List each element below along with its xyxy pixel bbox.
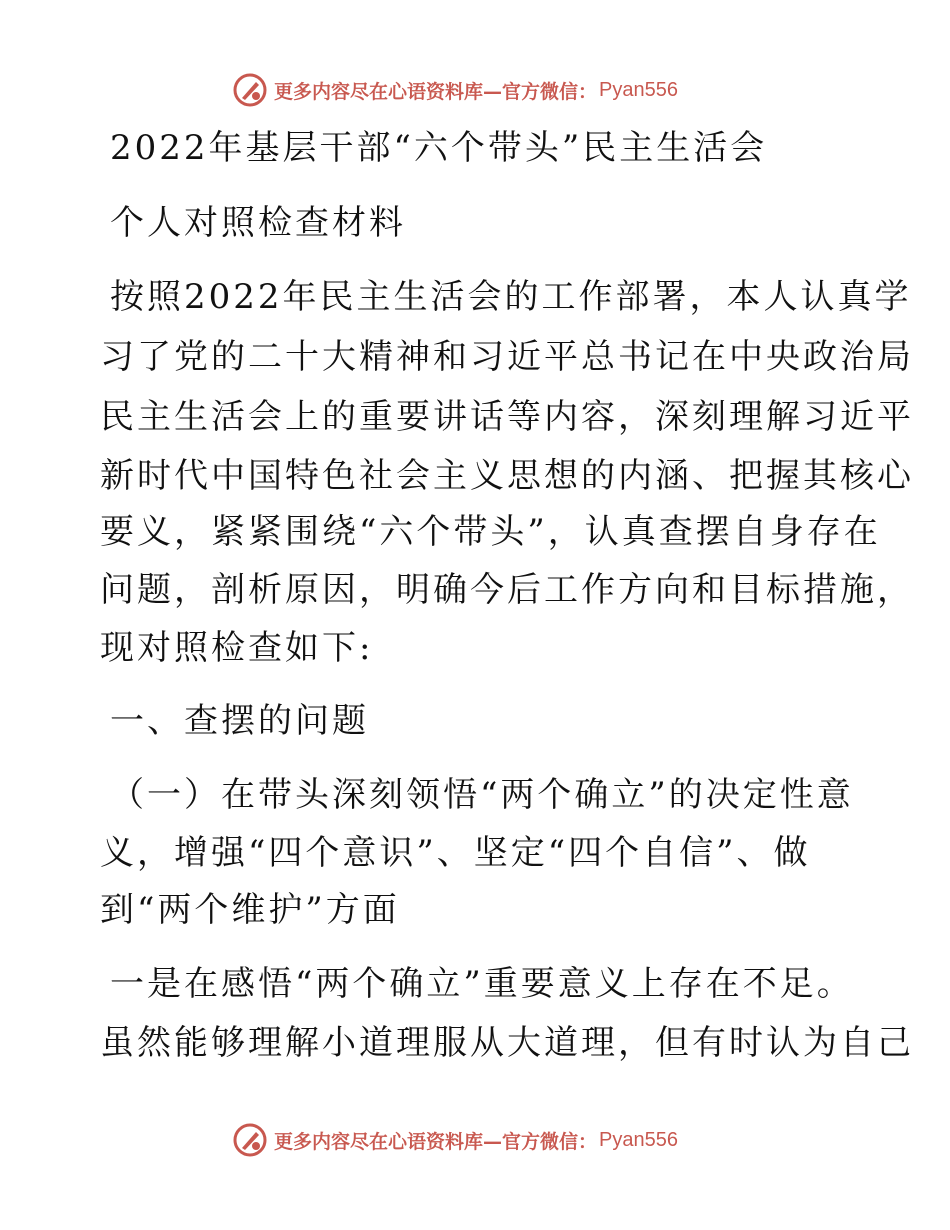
intro-line: 新时代中国特色社会主义思想的内涵、把握其核心: [100, 456, 914, 496]
subsection-line: 义，增强“四个意识”、坚定“四个自信”、做: [100, 833, 811, 873]
doc-title-line1: 2022年基层干部“六个带头”民主生活会: [110, 128, 768, 168]
banner-wechat-id: Pyan556: [599, 78, 678, 101]
brand-logo-icon: [232, 72, 268, 108]
brand-logo-icon: [232, 1122, 268, 1158]
banner-text: 更多内容尽在心语资料库—官方微信：: [274, 80, 598, 103]
banner-text: 更多内容尽在心语资料库—官方微信：: [274, 1130, 598, 1153]
point-line: 虽然能够理解小道理服从大道理，但有时认为自己: [100, 1023, 914, 1063]
intro-line: 问题，剖析原因，明确今后工作方向和目标措施，: [100, 570, 914, 610]
intro-line: 按照2022年民主生活会的工作部署，本人认真学: [110, 277, 912, 317]
intro-line: 要义，紧紧围绕“六个带头”，认真查摆自身存在: [100, 512, 881, 552]
intro-line: 民主生活会上的重要讲话等内容，深刻理解习近平: [100, 397, 914, 437]
doc-title-line2: 个人对照检查材料: [110, 203, 406, 243]
intro-line: 现对照检查如下:: [100, 628, 374, 668]
section-heading: 一、查摆的问题: [110, 701, 369, 741]
banner-wechat-id: Pyan556: [599, 1128, 678, 1151]
subsection-line: 到“两个维护”方面: [100, 890, 400, 930]
watermark-banner-bottom: [232, 1120, 678, 1160]
intro-line: 习了党的二十大精神和习近平总书记在中央政治局: [100, 337, 914, 377]
subsection-line: （一）在带头深刻领悟“两个确立”的决定性意: [110, 775, 854, 815]
point-line: 一是在感悟“两个确立”重要意义上存在不足。: [110, 964, 854, 1004]
watermark-banner-top: [232, 70, 678, 110]
